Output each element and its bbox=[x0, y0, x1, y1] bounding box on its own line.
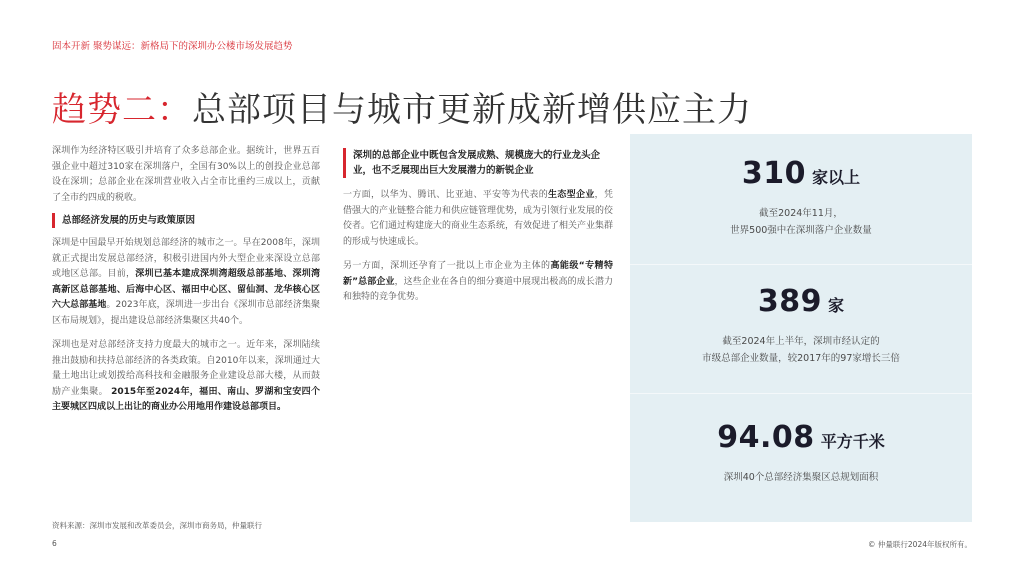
text-run: ，这些企业在各自的细分赛道中展现出极高的成长潜力和独特的竞争优势。 bbox=[343, 276, 613, 302]
policy-paragraph bbox=[52, 338, 320, 416]
emphasis-run: 2015年至2024年，福田、南山、罗湖和宝安四个主要城区四成以上出让的商业办公用地用作建设总部项目。 bbox=[52, 386, 320, 412]
title-rest: 总部项目与城市更新成新增供应主力 bbox=[192, 90, 752, 130]
text-run: 深圳是中国最早开始规划总部经济的城市之一。早在2008年，深圳就正式提出发展总部经济，积极引进国内外大型企业来深设立总部或地区总部。目前， bbox=[52, 238, 320, 279]
text-run: 另一方面，深圳还孕育了一批以上市企业为主体的 bbox=[343, 261, 551, 271]
section-subhead-history bbox=[52, 213, 320, 228]
column-middle bbox=[343, 148, 613, 306]
stat-block-hq-enterprises bbox=[630, 284, 972, 367]
emphasis-run: 高能级“专精特新”总部企业 bbox=[343, 261, 613, 287]
text-run: 一方面，以华为、腾讯、比亚迪、平安等为代表的 bbox=[343, 190, 549, 200]
stat-value: 94.08 bbox=[717, 420, 815, 455]
stat-description-line: 世界500强中在深圳落户企业数量 bbox=[730, 225, 872, 236]
stat-value: 389 bbox=[757, 284, 823, 319]
subhead-accent-bar bbox=[52, 213, 55, 228]
text-run: ，凭借强大的产业链整合能力和供应链管理优势，成为引领行业发展的佼佼者。它们通过构建庞大的商业生态系统，有效促进了相关产业集群的形成与快速成长。 bbox=[343, 190, 614, 247]
intro-paragraph: 深圳作为经济特区吸引并培育了众多总部企业。据统计，世界五百强企业中超过310家在深圳落户，全国有30%以上的创投企业总部设在深圳；总部企业在深圳营业收入占全市比重约三成以上，贡献了全市约四成的税收。 bbox=[52, 146, 320, 203]
column-left bbox=[52, 144, 320, 416]
subhead-text: 总部经济发展的历史与政策原因 bbox=[62, 215, 196, 226]
stat-description-line: 市级总部企业数量，较2017年的97家增长三倍 bbox=[702, 353, 900, 364]
stat-divider bbox=[630, 264, 972, 265]
subhead-text: 深圳的总部企业中既包含发展成熟、规模庞大的行业龙头企业，也不乏展现出巨大发展潜力的新锐企业 bbox=[353, 150, 601, 176]
title-lead: 趋势二： bbox=[52, 90, 192, 130]
page-number: 6 bbox=[52, 539, 57, 548]
stat-unit: 家以上 bbox=[812, 168, 861, 187]
stats-panel bbox=[630, 134, 972, 522]
subhead-accent-bar bbox=[343, 148, 346, 178]
source-note: 资料来源：深圳市发展和改革委员会，深圳市商务局，仲量联行 bbox=[52, 521, 262, 530]
ecosystem-paragraph bbox=[343, 188, 613, 250]
stat-block-fortune500 bbox=[630, 156, 972, 239]
stat-unit: 家 bbox=[828, 296, 845, 315]
stat-description bbox=[630, 205, 972, 239]
stat-description-line: 深圳40个总部经济集聚区总规划面积 bbox=[723, 472, 879, 483]
stat-divider bbox=[630, 393, 972, 394]
emphasis-run: 深圳已基本建成深圳湾超级总部基地、深圳湾高新区总部基地、后海中心区、福田中心区、留仙洞、龙华核心区六大总部基地 bbox=[52, 269, 320, 310]
stat-description bbox=[630, 333, 972, 367]
text-run: 深圳也是对总部经济支持力度最大的城市之一。近年来，深圳陆续推出鼓励和扶持总部经济的各类政策。自2010年以来，深圳通过大量土地出让或划拨给高科技和金融服务企业建设总部大楼，从而鼓励产业集聚。 bbox=[52, 340, 320, 397]
specialized-paragraph bbox=[343, 259, 613, 306]
history-paragraph bbox=[52, 236, 320, 329]
stat-block-planned-area bbox=[630, 420, 972, 486]
stat-unit: 平方千米 bbox=[820, 432, 885, 451]
text-run: 。2023年底，深圳进一步出台《深圳市总部经济集聚区布局规划》，提出建设总部经济集聚区共40个。 bbox=[52, 300, 320, 326]
breadcrumb: 固本开新 聚势谋远：新格局下的深圳办公楼市场发展趋势 bbox=[52, 41, 293, 52]
stat-description-line: 截至2024年11月， bbox=[759, 208, 843, 219]
stat-value: 310 bbox=[741, 156, 807, 191]
copyright-notice: © 仲量联行2024年版权所有。 bbox=[868, 540, 972, 549]
stat-description bbox=[630, 469, 972, 486]
emphasis-run: 生态型企业 bbox=[548, 190, 595, 200]
stat-description-line: 截至2024年上半年，深圳市经认定的 bbox=[722, 336, 880, 347]
section-subhead-enterprises bbox=[343, 148, 613, 178]
page-title bbox=[52, 82, 752, 131]
